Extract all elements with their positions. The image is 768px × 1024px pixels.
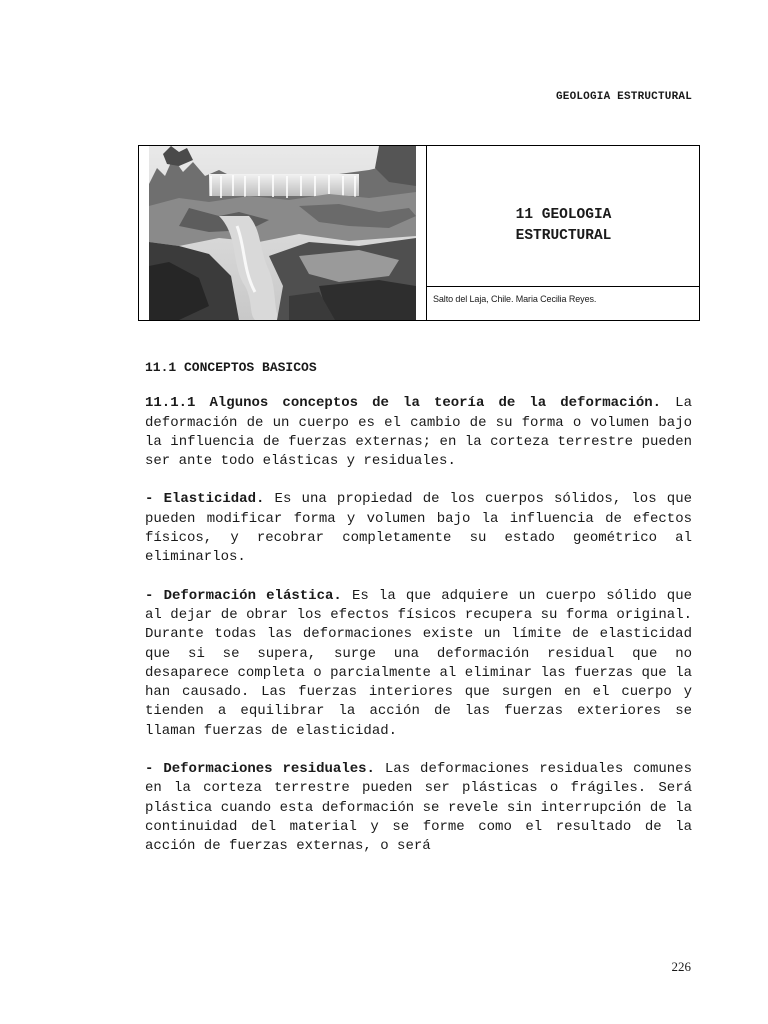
paragraph xyxy=(145,394,692,471)
photo-caption: Salto del Laja, Chile. Maria Cecilia Reyes. xyxy=(433,294,597,304)
paragraph-lead: - Deformación elástica. xyxy=(145,587,342,604)
paragraph-body: Las deformaciones residuales comunes en la corteza terrestre pueden ser plásticas o frágiles. Será plástica cuando esta deformación se revele sin interrupción de la continuidad del material y se forme como el resultado de la acción de fuerzas externas, o será xyxy=(145,761,692,855)
paragraph-lead: - Elasticidad. xyxy=(145,491,265,508)
paragraph xyxy=(145,587,692,741)
page-number: 226 xyxy=(671,959,691,974)
waterfall-photo xyxy=(149,146,416,320)
paragraph xyxy=(145,490,692,567)
paragraph-lead: 11.1.1 Algunos conceptos de la teoría de la deformación. xyxy=(145,395,662,412)
paragraph-body: Es una propiedad de los cuerpos sólidos, los que pueden modificar forma y volumen bajo la influencia de efectos físicos, y recobrar completamente su estado geométrico al eliminarlos. xyxy=(145,491,692,566)
section-heading: 11.1 CONCEPTOS BASICOS xyxy=(145,360,317,375)
running-header: GEOLOGIA ESTRUCTURAL xyxy=(555,91,692,103)
body-content xyxy=(145,358,692,876)
chapter-title-box xyxy=(138,145,700,321)
paragraph-body: La deformación de un cuerpo es el cambio de su forma o volumen bajo la influencia de fuerzas externas; en la corteza terrestre pueden ser ante todo elásticas y residuales. xyxy=(145,395,692,470)
photo-caption-cell xyxy=(426,287,700,320)
paragraph-body: Es la que adquiere un cuerpo sólido que al dejar de obrar los efectos físicos recupera su forma original. Durante todas las deformaciones existe un límite de elasticidad que si se supera, surge una deformación residual que no desaparece completa o parcialmente al eliminar las fuerzas que la han causado. Las fuerzas interiores que surgen en el cuerpo y tienden a equilibrar la acción de las fuerzas exteriores se llaman fuerzas de elasticidad. xyxy=(145,587,692,739)
paragraph xyxy=(145,760,692,856)
chapter-title: 11 GEOLOGIA ESTRUCTURAL xyxy=(515,207,612,244)
chapter-title-cell xyxy=(426,146,700,287)
paragraph-lead: - Deformaciones residuales. xyxy=(145,761,375,778)
